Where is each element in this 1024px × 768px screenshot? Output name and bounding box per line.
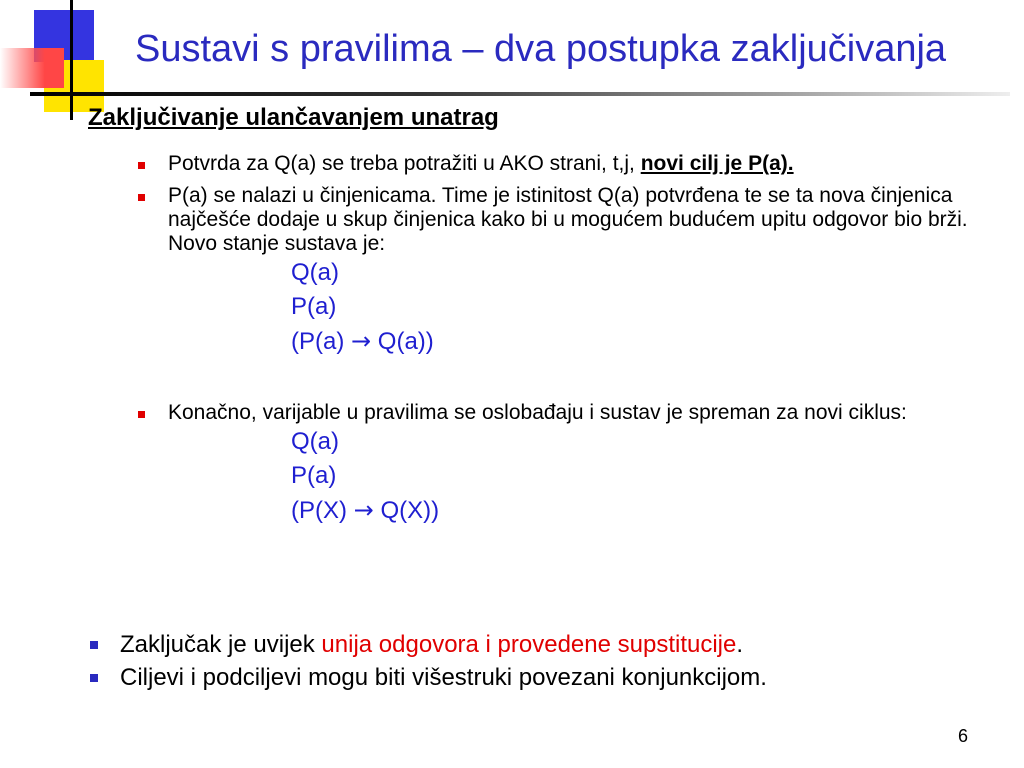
blue-square-bullet-icon [90, 674, 98, 682]
bullet-item-3 [138, 401, 998, 425]
conclusion-text: Zaključak je uvijek [120, 631, 322, 658]
formula-implication [138, 324, 998, 359]
page-number: 6 [958, 726, 969, 746]
conclusion-item [90, 628, 990, 661]
implies-arrow-icon: → [353, 496, 374, 524]
formula-line: P(a) [291, 293, 337, 320]
bullet-1-emphasis: novi cilj je P(a). [640, 152, 794, 175]
formula-line: Q(a) [291, 428, 339, 455]
blue-square-bullet-icon [90, 641, 98, 649]
formula-line: P(a) [291, 462, 337, 489]
bullet-3-text: Konačno, varijable u pravilima se oslobađaju i sustav je spreman za novi ciklus: [168, 401, 907, 424]
red-square-bullet-icon [138, 411, 145, 418]
conclusion-end: . [736, 631, 744, 658]
red-square-bullet-icon [138, 194, 145, 201]
formula-implication [138, 493, 998, 528]
formula-line: Q(a) [291, 259, 339, 286]
title-underline-rule [30, 92, 1010, 96]
formula-consequent: Q(X)) [380, 497, 440, 524]
formula-consequent: Q(a)) [377, 328, 434, 355]
decor-vertical-line [70, 0, 73, 120]
goals-text: Ciljevi i podciljevi mogu biti višestruki povezani konjunkcijom. [120, 664, 767, 691]
slide-title: Sustavi s pravilima – dva postupka zaključivanja [135, 28, 947, 70]
bullet-item-2 [138, 184, 998, 256]
goals-item [90, 661, 990, 694]
main-bullet-list [90, 628, 990, 694]
formula-antecedent: (P(a) [291, 328, 345, 355]
section-heading: Zaključivanje ulančavanjem unatrag [88, 104, 499, 131]
formula-antecedent: (P(X) [291, 497, 347, 524]
decor-red-square [0, 48, 64, 88]
bullet-1-text: Potvrda za Q(a) se treba potražiti u AKO strani, t,j, [168, 152, 641, 175]
bullet-item-1 [138, 152, 998, 176]
bullet-2-text: P(a) se nalazi u činjenicama. Time je istinitost Q(a) potvrđena te se ta nova činjenica najčešće dodaje u skup činjenica kako bi u mogućem budućem upitu odgovor bio brži. Novo stanje sustava je: [168, 184, 968, 255]
implies-arrow-icon: → [351, 327, 372, 355]
sub-bullet-list [138, 152, 998, 528]
red-square-bullet-icon [138, 162, 145, 169]
conclusion-highlight: unija odgovora i provedene supstitucije [321, 631, 737, 658]
